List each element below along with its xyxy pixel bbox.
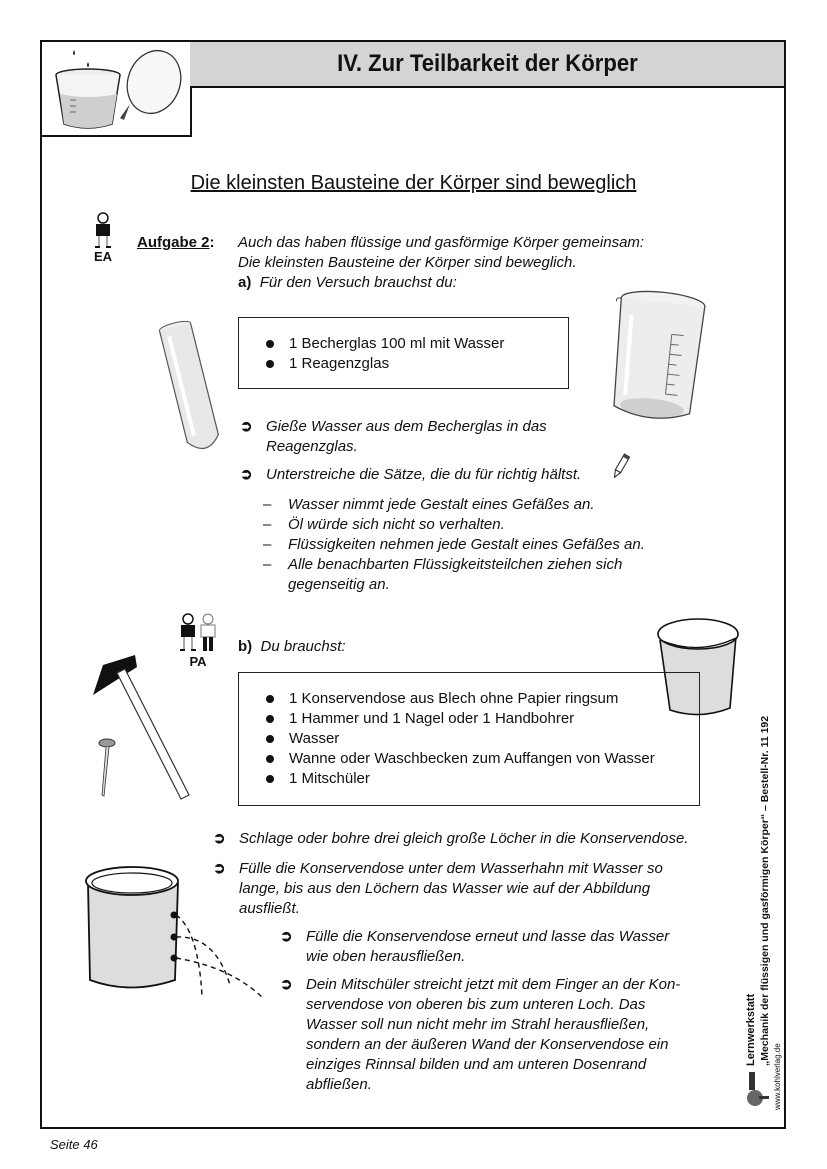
ea-label: EA: [93, 249, 113, 264]
section-subtitle: Die kleinsten Bausteine der Körper sind beweglich: [190, 172, 637, 194]
arrow-icon: ➲: [240, 418, 253, 435]
page-number: Seite 46: [50, 1137, 98, 1152]
publisher-url[interactable]: www.kohlverlag.de: [773, 1043, 782, 1110]
part-a-letter: a): [238, 274, 252, 291]
statement-item[interactable]: [263, 515, 703, 535]
hammer-nail-illustration: [85, 655, 195, 810]
instruction-text: Reagenzglas.: [266, 438, 358, 455]
materials-box-a: [238, 317, 569, 389]
series-title: Lernwerkstatt: [745, 993, 757, 1066]
dash-icon: –: [263, 536, 272, 553]
task-label-colon: :: [209, 234, 215, 251]
task-intro-line1: Auch das haben flüssige und gasförmige Körper gemeinsam:: [238, 234, 645, 251]
statement-text: Alle benachbarten Flüssigkeitsteilchen ziehen sich: [288, 556, 623, 573]
instruction-fill-can: [213, 859, 733, 919]
test-tube-icon: [155, 315, 225, 460]
statement-list: [263, 495, 703, 595]
publisher-logo: [745, 1070, 774, 1110]
pencil-illustration: [610, 452, 632, 485]
statement-item[interactable]: [263, 535, 703, 555]
instruction-refill-can: [280, 927, 720, 967]
can-water-jets-icon: [80, 855, 280, 1015]
arrow-icon: ➲: [280, 976, 293, 993]
arrow-icon: ➲: [240, 466, 253, 483]
task-intro-line2: Die kleinsten Bausteine der Körper sind beweglich.: [238, 254, 577, 271]
instruction-pour-water: [240, 417, 600, 457]
task-label: [137, 233, 215, 253]
instruction-text: Gieße Wasser aus dem Becherglas in das: [266, 418, 547, 435]
instruction-text: Fülle die Konservendose unter dem Wasserhahn mit Wasser so: [239, 860, 663, 877]
material-item: 1 Konservendose aus Blech ohne Papier ringsum: [239, 689, 699, 709]
series-subtitle: „Mechanik der flüssigen und gasförmigen Körper“ – Bestell-Nr. 11 192: [759, 715, 771, 1066]
part-b-heading: [238, 637, 346, 657]
part-b-letter: b): [238, 638, 253, 655]
arrow-icon: ➲: [280, 928, 293, 945]
instruction-text: Wasser soll nun nicht mehr im Strahl herausfließen,: [306, 1016, 650, 1033]
dash-icon: –: [263, 496, 272, 513]
beaker-illustration: [595, 288, 720, 438]
pa-label: PA: [189, 654, 207, 669]
dash-icon: –: [263, 556, 272, 573]
beaker-and-balloon-icon: [42, 42, 190, 135]
two-students-icon: [176, 613, 220, 653]
beaker-icon: [595, 288, 720, 433]
part-b-heading-text: Du brauchst:: [260, 638, 346, 655]
material-item: 1 Mitschüler: [239, 769, 699, 789]
material-item: 1 Hammer und 1 Nagel oder 1 Handbohrer: [239, 709, 699, 729]
instruction-text: sondern an der äußeren Wand der Konservendose ein: [306, 1036, 669, 1053]
single-student-icon: [88, 212, 118, 248]
instruction-text: abfließen.: [306, 1076, 372, 1093]
instruction-text: Dein Mitschüler streicht jetzt mit dem Finger an der Kon-: [306, 976, 681, 993]
instruction-text: Schlage oder bohre drei gleich große Löcher in die Konservendose.: [239, 830, 689, 847]
hammer-icon: [85, 655, 195, 805]
instruction-text: Unterstreiche die Sätze, die du für richtig hältst.: [266, 466, 582, 483]
statement-text: gegenseitig an.: [288, 576, 390, 593]
instruction-text: Fülle die Konservendose erneut und lasse das Wasser: [306, 928, 670, 945]
instruction-text: ausfließt.: [239, 900, 300, 917]
material-item: Wasser: [239, 729, 699, 749]
dash-icon: –: [263, 516, 272, 533]
arrow-icon: ➲: [213, 860, 226, 877]
instruction-text: einziges Rinnsal bilden und am unteren Dosenrand: [306, 1056, 647, 1073]
statement-item[interactable]: [263, 555, 703, 575]
test-tube-illustration: [155, 315, 225, 465]
statement-text: Öl würde sich nicht so verhalten.: [288, 516, 505, 533]
tree-logo-icon: [745, 1070, 771, 1110]
header-illustration: [40, 40, 192, 137]
instruction-text: wie oben herausfließen.: [306, 948, 466, 965]
statement-text: Wasser nimmt jede Gestalt eines Gefäßes an.: [288, 496, 595, 513]
materials-box-b: [238, 672, 700, 806]
material-item: 1 Becherglas 100 ml mit Wasser: [239, 334, 568, 354]
instruction-drill-holes: [213, 829, 733, 849]
statement-item[interactable]: [263, 495, 703, 515]
individual-work-badge: [88, 212, 118, 264]
page-title: IV. Zur Teilbarkeit der Körper: [336, 50, 638, 77]
instruction-text: servendose von oberen bis zum unteren Loch. Das: [306, 996, 646, 1013]
part-a-heading: [238, 273, 457, 293]
arrow-icon: ➲: [213, 830, 226, 847]
statement-text: Flüssigkeiten nehmen jede Gestalt eines Gefäßes an.: [288, 536, 645, 553]
instruction-text: lange, bis aus den Löchern das Wasser wie auf der Abbildung: [239, 880, 651, 897]
leaking-can-illustration: [80, 855, 280, 1020]
material-item: Wanne oder Waschbecken zum Auffangen von Wasser: [239, 749, 699, 769]
pencil-icon: [610, 452, 632, 480]
header-title-bar: [190, 40, 786, 88]
instruction-underline: [240, 465, 640, 485]
part-a-heading-text: Für den Versuch brauchst du:: [259, 274, 457, 291]
task-label-text: Aufgabe 2: [137, 234, 210, 251]
material-item: 1 Reagenzglas: [239, 354, 568, 374]
statement-item-continued[interactable]: [263, 575, 703, 595]
series-label: [745, 716, 771, 1066]
instruction-finger-stroke: [280, 975, 720, 1095]
